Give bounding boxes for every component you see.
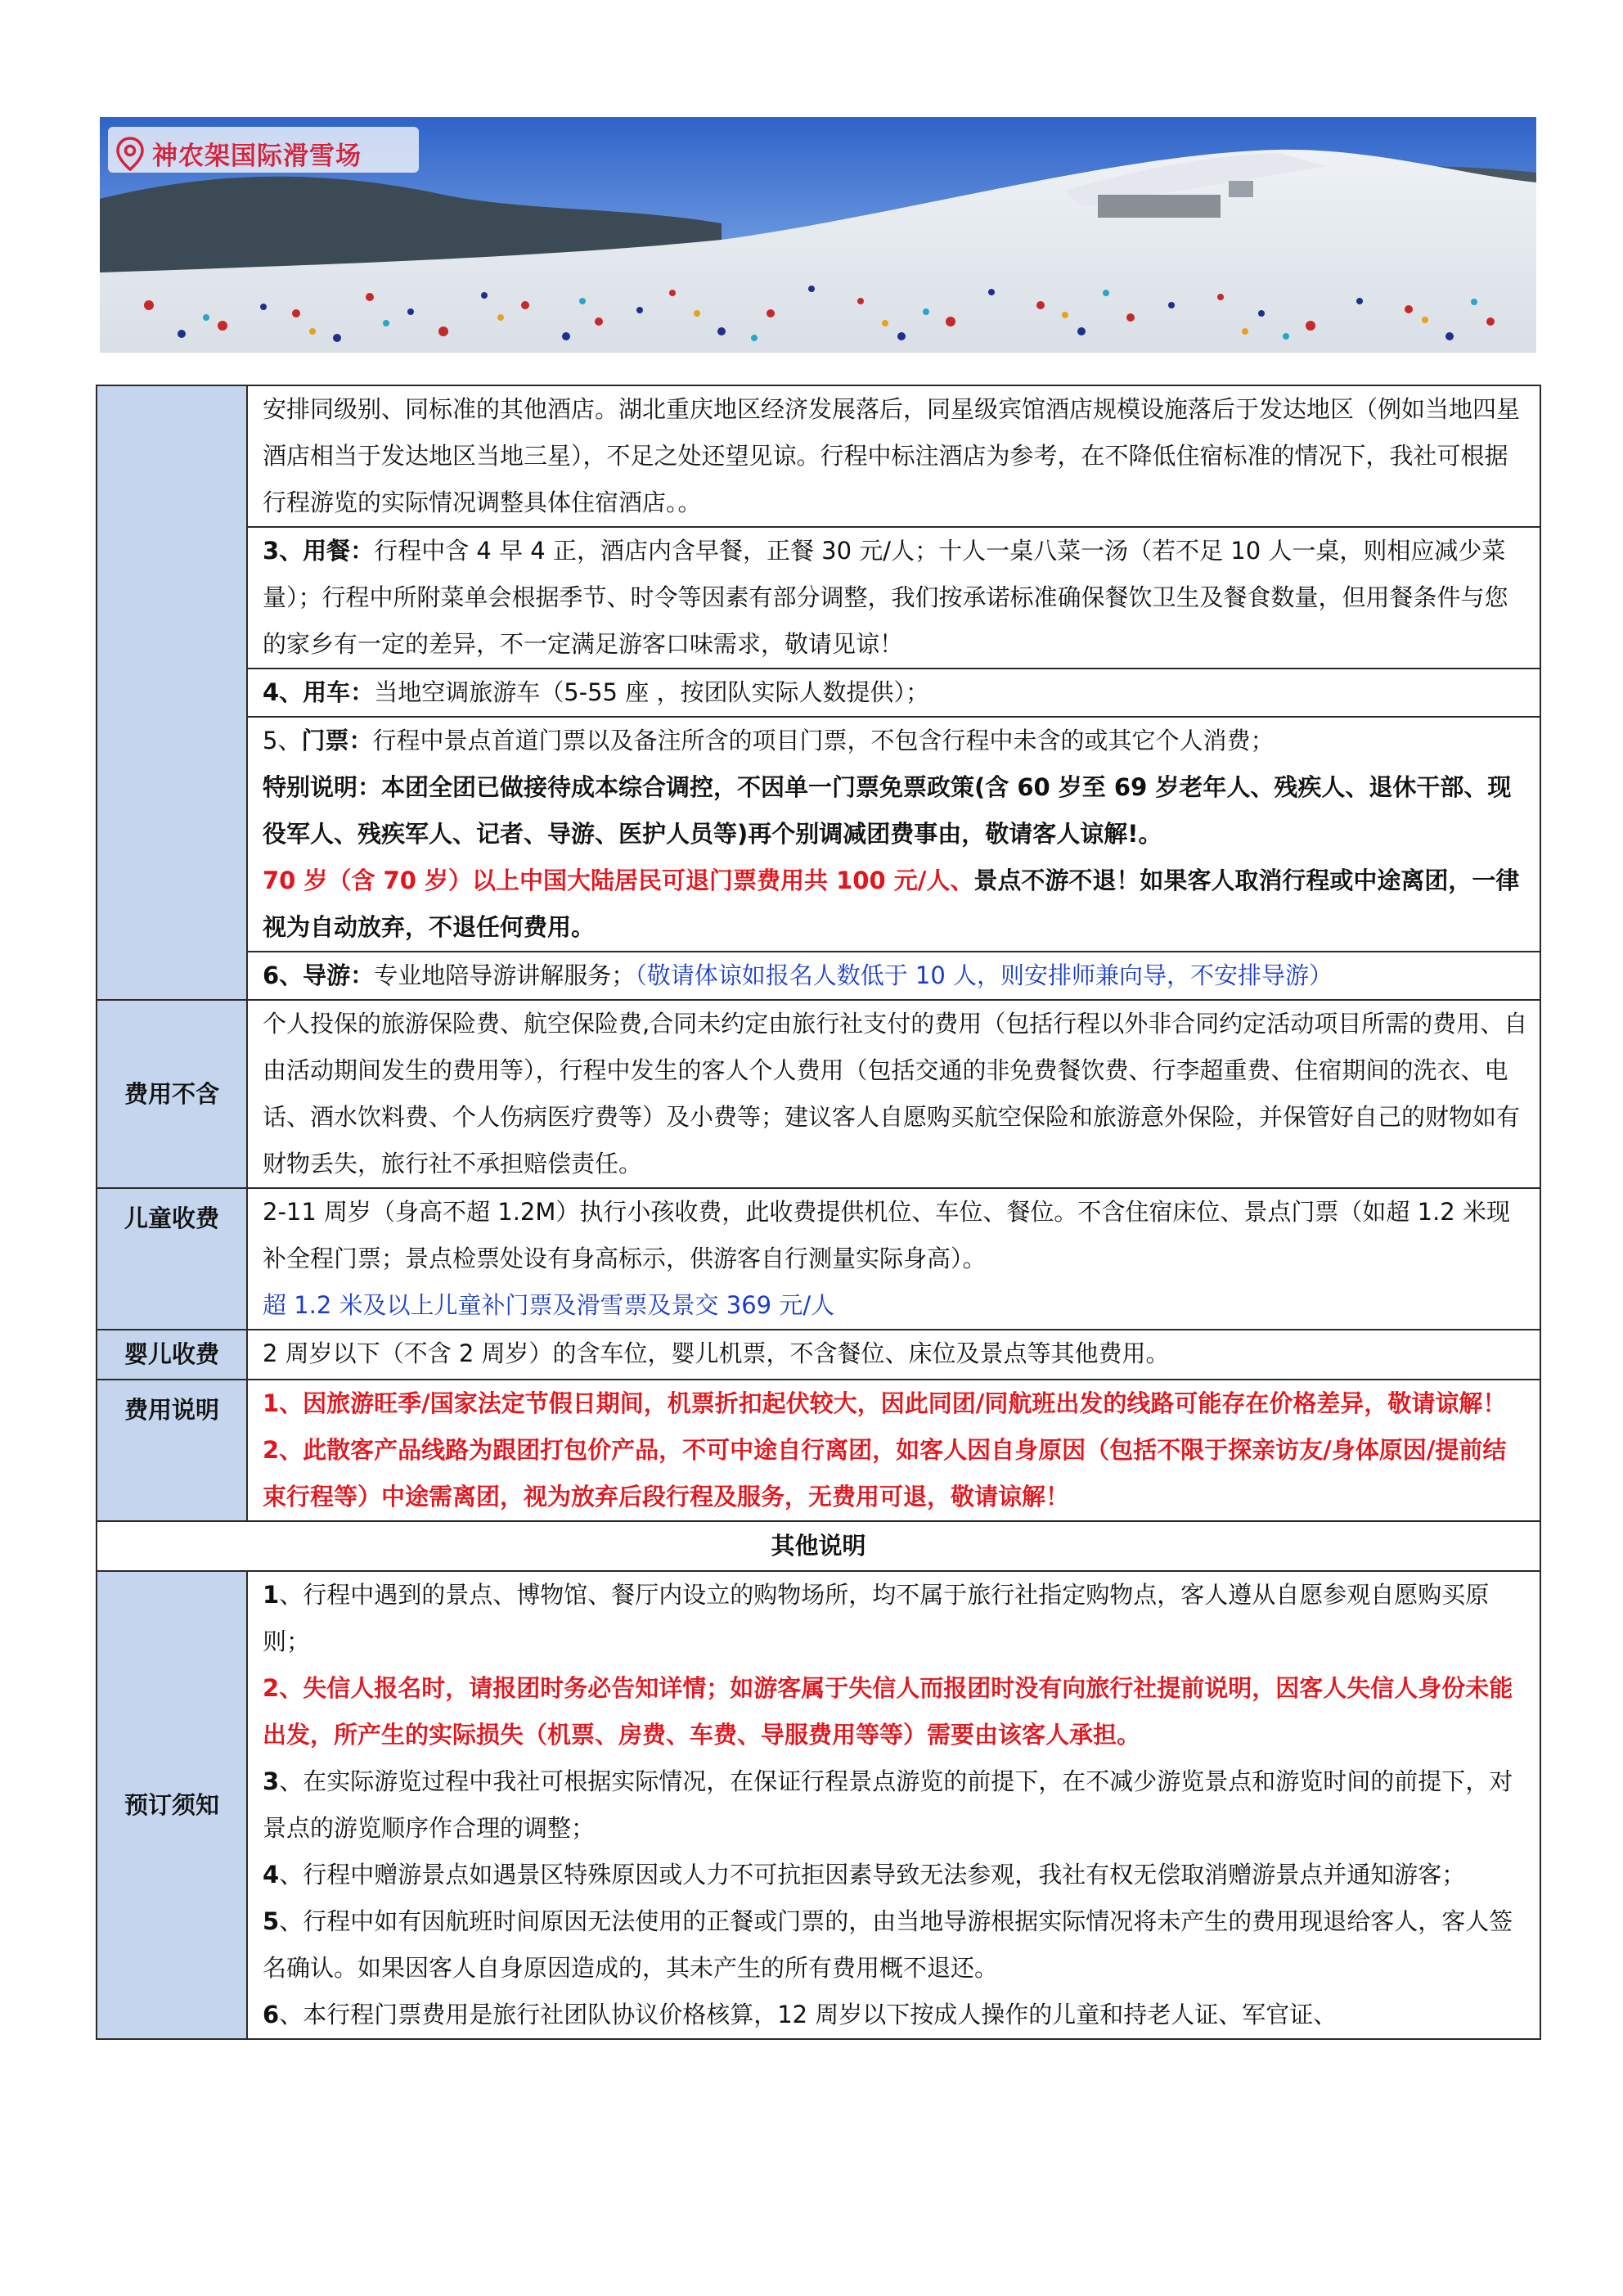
fee-note-item-2: 2、此散客产品线路为跟团打包价产品，不可中途自行离团，如客人因自身原因（包括不限于探亲访友/身体原因/提前结束行程等）中途需离团，视为放弃后段行程及服务，无费用可退，敬请谅解！ [263, 1436, 1507, 1510]
meals-title: 3、用餐： [263, 537, 375, 565]
label-child: 儿童收费 [97, 1188, 247, 1330]
table-row [97, 385, 1540, 527]
label-excluded: 费用不含 [97, 1000, 247, 1188]
section-heading-other: 其他说明 [97, 1521, 1540, 1571]
tickets-title: 门票： [301, 727, 373, 754]
itinerary-info-table [96, 385, 1541, 2040]
excluded-text: 个人投保的旅游保险费、航空保险费,合同未约定由旅行社支付的费用（包括行程以外非合同约定活动项目所需的费用、自由活动期间发生的费用等），行程中发生的客人个人费用（包括交通的非免费餐饮费、行李超重费、住宿期间的洗衣、电话、酒水饮料费、个人伤病医疗费等）及小费等；建议客人自愿购买航空保险和旅游意外保险，并保管好自己的财物如有财物丢失，旅行社不承担赔偿责任。 [263, 1010, 1528, 1177]
label-cell-service-standards [97, 385, 247, 1000]
fee-note-cell [247, 1380, 1540, 1521]
banner [100, 117, 1536, 353]
guide-note: （敬请体谅如报名人数低于 10 人，则安排师兼向导，不安排导游） [635, 961, 1333, 989]
label-infant: 婴儿收费 [97, 1330, 247, 1380]
booking-item [263, 1898, 1528, 1992]
vehicle-text: 当地空调旅游车（5-55 座 ，按团队实际人数提供）； [374, 678, 929, 706]
vehicle-cell [247, 669, 1540, 717]
tickets-refund-rest: 景点不游不退！如果客人取消行程或中途离团，一律视为自动放弃，不退任何费用。 [263, 867, 1520, 941]
table-row [97, 952, 1540, 1000]
booking-item-text: 、行程中遇到的景点、博物馆、餐厅内设立的购物场所，均不属于旅行社指定购物点，客人遵从自愿参观自愿购买原则； [263, 1581, 1490, 1655]
banner-title-text: 神农架国际滑雪场 [152, 142, 362, 171]
banner-title [116, 135, 362, 172]
booking-item-text: 、行程中赠游景点如遇景区特殊原因或人力不可抗拒因素导致无法参观，我社有权无偿取消赠游景点并通知游客； [279, 1861, 1466, 1889]
booking-item [263, 1758, 1528, 1852]
child-cell [247, 1188, 1540, 1330]
table-row [97, 1000, 1540, 1188]
accommodation-cell [247, 385, 1540, 527]
booking-item-number: 6 [263, 2001, 280, 2028]
booking-item-number: 2 [263, 1674, 280, 1702]
table-row [97, 527, 1540, 669]
table-row [97, 1380, 1540, 1521]
booking-item-number: 5 [263, 1907, 280, 1935]
booking-item [263, 1852, 1528, 1898]
accommodation-text: 安排同级别、同标准的其他酒店。湖北重庆地区经济发展落后，同星级宾馆酒店规模设施落后于发达地区（例如当地四星酒店相当于发达地区当地三星），不足之处还望见谅。行程中标注酒店为参考，在不降低住宿标准的情况下，我社可根据行程游览的实际情况调整具体住宿酒店。。 [263, 395, 1521, 516]
booking-item-text: 、在实际游览过程中我社可根据实际情况，在保证行程景点游览的前提下，在不减少游览景点和游览时间的前提下，对景点的游览顺序作合理的调整； [263, 1767, 1513, 1842]
fee-note-item-1: 1、因旅游旺季/国家法定节假日期间，机票折扣起伏较大，因此同团/同航班出发的线路可能存在价格差异，敬请谅解！ [263, 1389, 1507, 1417]
child-text: 2-11 周岁（身高不超 1.2M）执行小孩收费，此收费提供机位、车位、餐位。不含住宿床位、景点门票（如超 1.2 米现补全程门票；景点检票处设有身高标示，供游客自行测量实际身高）。 [263, 1198, 1510, 1272]
guide-text: 专业地陪导游讲解服务； [374, 961, 636, 989]
booking-item-text: 、本行程门票费用是旅行社团队协议价格核算，12 周岁以下按成人操作的儿童和持老人证、军官证、 [279, 2001, 1338, 2028]
label-booking: 预订须知 [97, 1571, 247, 2039]
guide-cell [247, 952, 1540, 1000]
table-row [97, 1330, 1540, 1380]
booking-item-number: 3 [263, 1767, 280, 1795]
excluded-cell [247, 1000, 1540, 1188]
table-row [97, 1571, 1540, 2039]
table-row [97, 669, 1540, 717]
booking-item [263, 1992, 1528, 2038]
booking-item-text: 、失信人报名时，请报团时务必告知详情；如游客属于失信人而报团时没有向旅行社提前说明，因客人失信人身份未能出发，所产生的实际损失（机票、房费、车费、导服费用等等）需要由该客人承担。 [263, 1674, 1513, 1749]
tickets-prefix: 5、 [263, 727, 302, 754]
meals-text: 行程中含 4 早 4 正，酒店内含早餐，正餐 30 元/人；十人一桌八菜一汤（若不足 10 人一桌，则相应减少菜量）；行程中所附菜单会根据季节、时令等因素有部分调整，我们按承诺标准确保餐饮卫生及餐食数量，但用餐条件与您的家乡有一定的差异，不一定满足游客口味需求，敬请见谅！ [263, 537, 1508, 658]
infant-text: 2 周岁以下（不含 2 周岁）的含车位，婴儿机票，不含餐位、床位及景点等其他费用。 [263, 1339, 1170, 1367]
table-row [97, 1188, 1540, 1330]
booking-item [263, 1572, 1528, 1665]
tickets-cell [247, 717, 1540, 952]
child-note: 超 1.2 米及以上儿童补门票及滑雪票及景交 369 元/人 [263, 1291, 835, 1319]
tickets-special-note: 特别说明：本团全团已做接待成本综合调控，不因单一门票免票政策(含 60 岁至 69 岁老年人、残疾人、退休干部、现役军人、残疾军人、记者、导游、医护人员等)再个别调减团费事由，敬请客人谅解!。 [263, 773, 1512, 848]
tickets-refund-red: 70 岁（含 70 岁）以上中国大陆居民可退门票费用共 100 元/人、 [263, 867, 974, 894]
vehicle-title: 4、用车： [263, 678, 375, 706]
label-fee-note: 费用说明 [97, 1380, 247, 1521]
booking-cell [247, 1571, 1540, 2039]
infant-cell [247, 1330, 1540, 1380]
table-row [97, 1521, 1540, 1571]
tickets-text: 行程中景点首道门票以及备注所含的项目门票，不包含行程中未含的或其它个人消费； [372, 727, 1275, 754]
guide-title: 6、导游： [263, 961, 375, 989]
meals-cell [247, 527, 1540, 669]
location-pin-icon [116, 137, 144, 171]
booking-item-text: 、行程中如有因航班时间原因无法使用的正餐或门票的，由当地导游根据实际情况将未产生的费用现退给客人，客人签名确认。如果因客人自身原因造成的，其未产生的所有费用概不退还。 [263, 1907, 1513, 1982]
booking-item-number: 1 [263, 1581, 280, 1609]
table-row [97, 717, 1540, 952]
booking-item-number: 4 [263, 1861, 280, 1889]
booking-item [263, 1665, 1528, 1758]
